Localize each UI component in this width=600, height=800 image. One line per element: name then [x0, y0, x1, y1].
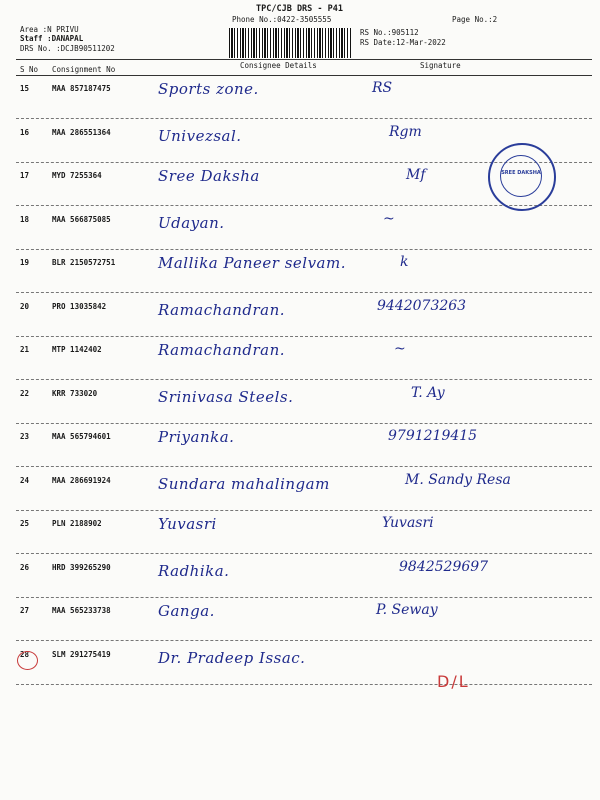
row-consignee-handwritten: Yuvasri	[158, 515, 217, 533]
row-divider	[16, 466, 592, 467]
row-sno: 20	[20, 301, 30, 311]
row-sno: 28	[20, 649, 30, 659]
row-divider	[16, 597, 592, 598]
phone-number: Phone No.:0422-3505555	[232, 15, 332, 24]
row-signature: RS	[372, 80, 393, 96]
staff-label: Staff :DANAPAL	[20, 34, 84, 43]
row-consignee-handwritten: Sports zone.	[158, 80, 259, 98]
column-rule	[16, 75, 592, 76]
table-row	[0, 339, 600, 381]
table-row	[0, 557, 600, 599]
row-signature: Yuvasri	[382, 515, 434, 531]
red-circle-mark	[17, 651, 38, 670]
row-sno: 21	[20, 345, 30, 354]
drs-number: DRS No. :DCJB90511202	[20, 44, 115, 53]
row-sno: 17	[20, 171, 30, 180]
row-divider	[16, 423, 592, 424]
delivery-annotation: D/L	[437, 672, 470, 691]
row-consignment-number: BLR 2150572751	[52, 258, 116, 267]
row-sno: 16	[20, 127, 30, 137]
row-consignee-handwritten: Univezsal.	[158, 126, 242, 145]
company-seal-inner	[500, 155, 542, 197]
sheet-title: TPC/CJB DRS - P41	[256, 4, 343, 14]
company-seal-text: SREE DAKSHA	[501, 170, 541, 176]
row-consignment-number: MTP 1142402	[52, 345, 102, 354]
table-row	[0, 426, 600, 468]
row-consignment-number: PLN 2188902	[52, 519, 102, 528]
area-label: Area :N PRIVU	[20, 25, 79, 34]
row-signature: 9791219415	[388, 428, 478, 444]
row-consignee-handwritten: Sundara mahalingam	[158, 474, 330, 493]
row-signature: k	[400, 254, 409, 270]
rs-date: RS Date:12-Mar-2022	[360, 38, 446, 47]
row-consignment-number: MAA 566875085	[52, 214, 111, 224]
header-rule	[16, 59, 592, 60]
page-number: Page No.:2	[452, 15, 498, 24]
row-sno: 25	[20, 519, 30, 528]
row-consignment-number: SLM 291275419	[52, 649, 111, 659]
column-consignment: Consignment No	[52, 65, 116, 74]
row-consignee-handwritten: Srinivasa Steels.	[158, 387, 294, 406]
row-consignee-handwritten: Mallika Paneer selvam.	[158, 254, 346, 272]
rs-number: RS No.:905112	[360, 28, 419, 37]
row-consignment-number: MAA 286691924	[52, 475, 111, 485]
row-sno: 24	[20, 475, 30, 485]
table-row	[0, 252, 600, 294]
row-sno: 18	[20, 214, 30, 224]
row-signature: 9442073263	[377, 297, 467, 314]
row-divider	[16, 249, 592, 250]
row-consignment-number: KRR 733020	[52, 388, 98, 398]
row-divider	[16, 553, 592, 554]
row-consignment-number: MAA 565233738	[52, 606, 111, 615]
column-sno: S No	[20, 65, 39, 74]
row-sno: 19	[20, 258, 30, 267]
row-divider	[16, 640, 592, 641]
row-consignment-number: PRO 13035842	[52, 301, 107, 311]
row-divider	[16, 336, 592, 337]
row-consignment-number: HRD 399265290	[52, 562, 111, 572]
row-consignee-handwritten: Sree Daksha	[158, 167, 260, 185]
row-signature: ~	[383, 210, 395, 227]
row-consignee-handwritten: Dr. Pradeep Issac.	[158, 648, 306, 667]
table-row	[0, 600, 600, 642]
row-signature: 9842529697	[399, 558, 489, 575]
row-consignee-handwritten: Priyanka.	[158, 428, 235, 446]
row-consignment-number: MAA 857187475	[52, 84, 111, 93]
row-consignee-handwritten: Radhika.	[158, 561, 230, 580]
column-consignee: Consignee Details	[240, 61, 317, 70]
table-row	[0, 383, 600, 425]
table-row	[0, 296, 600, 338]
row-signature: T. Ay	[411, 384, 445, 401]
row-sno: 26	[20, 562, 30, 572]
row-consignee-handwritten: Udayan.	[158, 213, 225, 232]
row-signature: ~	[394, 341, 406, 357]
row-consignee-handwritten: Ramachandran.	[158, 341, 286, 359]
row-signature: M. Sandy Resa	[405, 471, 511, 488]
row-sno: 22	[20, 388, 30, 398]
table-row	[0, 644, 600, 686]
row-divider	[16, 510, 592, 511]
row-sno: 15	[20, 84, 30, 93]
row-divider	[16, 684, 592, 685]
row-sno: 23	[20, 432, 30, 441]
row-divider	[16, 118, 592, 119]
column-signature: Signature	[420, 61, 461, 70]
row-consignment-number: MAA 286551364	[52, 127, 111, 137]
row-consignment-number: MYD 7255364	[52, 171, 102, 180]
barcode	[229, 28, 351, 58]
row-signature: Mf	[406, 167, 426, 183]
table-row	[0, 209, 600, 251]
row-sno: 27	[20, 606, 30, 615]
row-divider	[16, 292, 592, 293]
row-consignee-handwritten: Ganga.	[158, 602, 215, 620]
row-signature: Rgm	[389, 123, 422, 140]
row-signature: P. Seway	[376, 602, 438, 618]
table-row	[0, 470, 600, 512]
table-row	[0, 78, 600, 120]
table-row	[0, 513, 600, 555]
row-consignment-number: MAA 565794601	[52, 432, 111, 441]
row-divider	[16, 379, 592, 380]
row-consignee-handwritten: Ramachandran.	[158, 300, 286, 319]
